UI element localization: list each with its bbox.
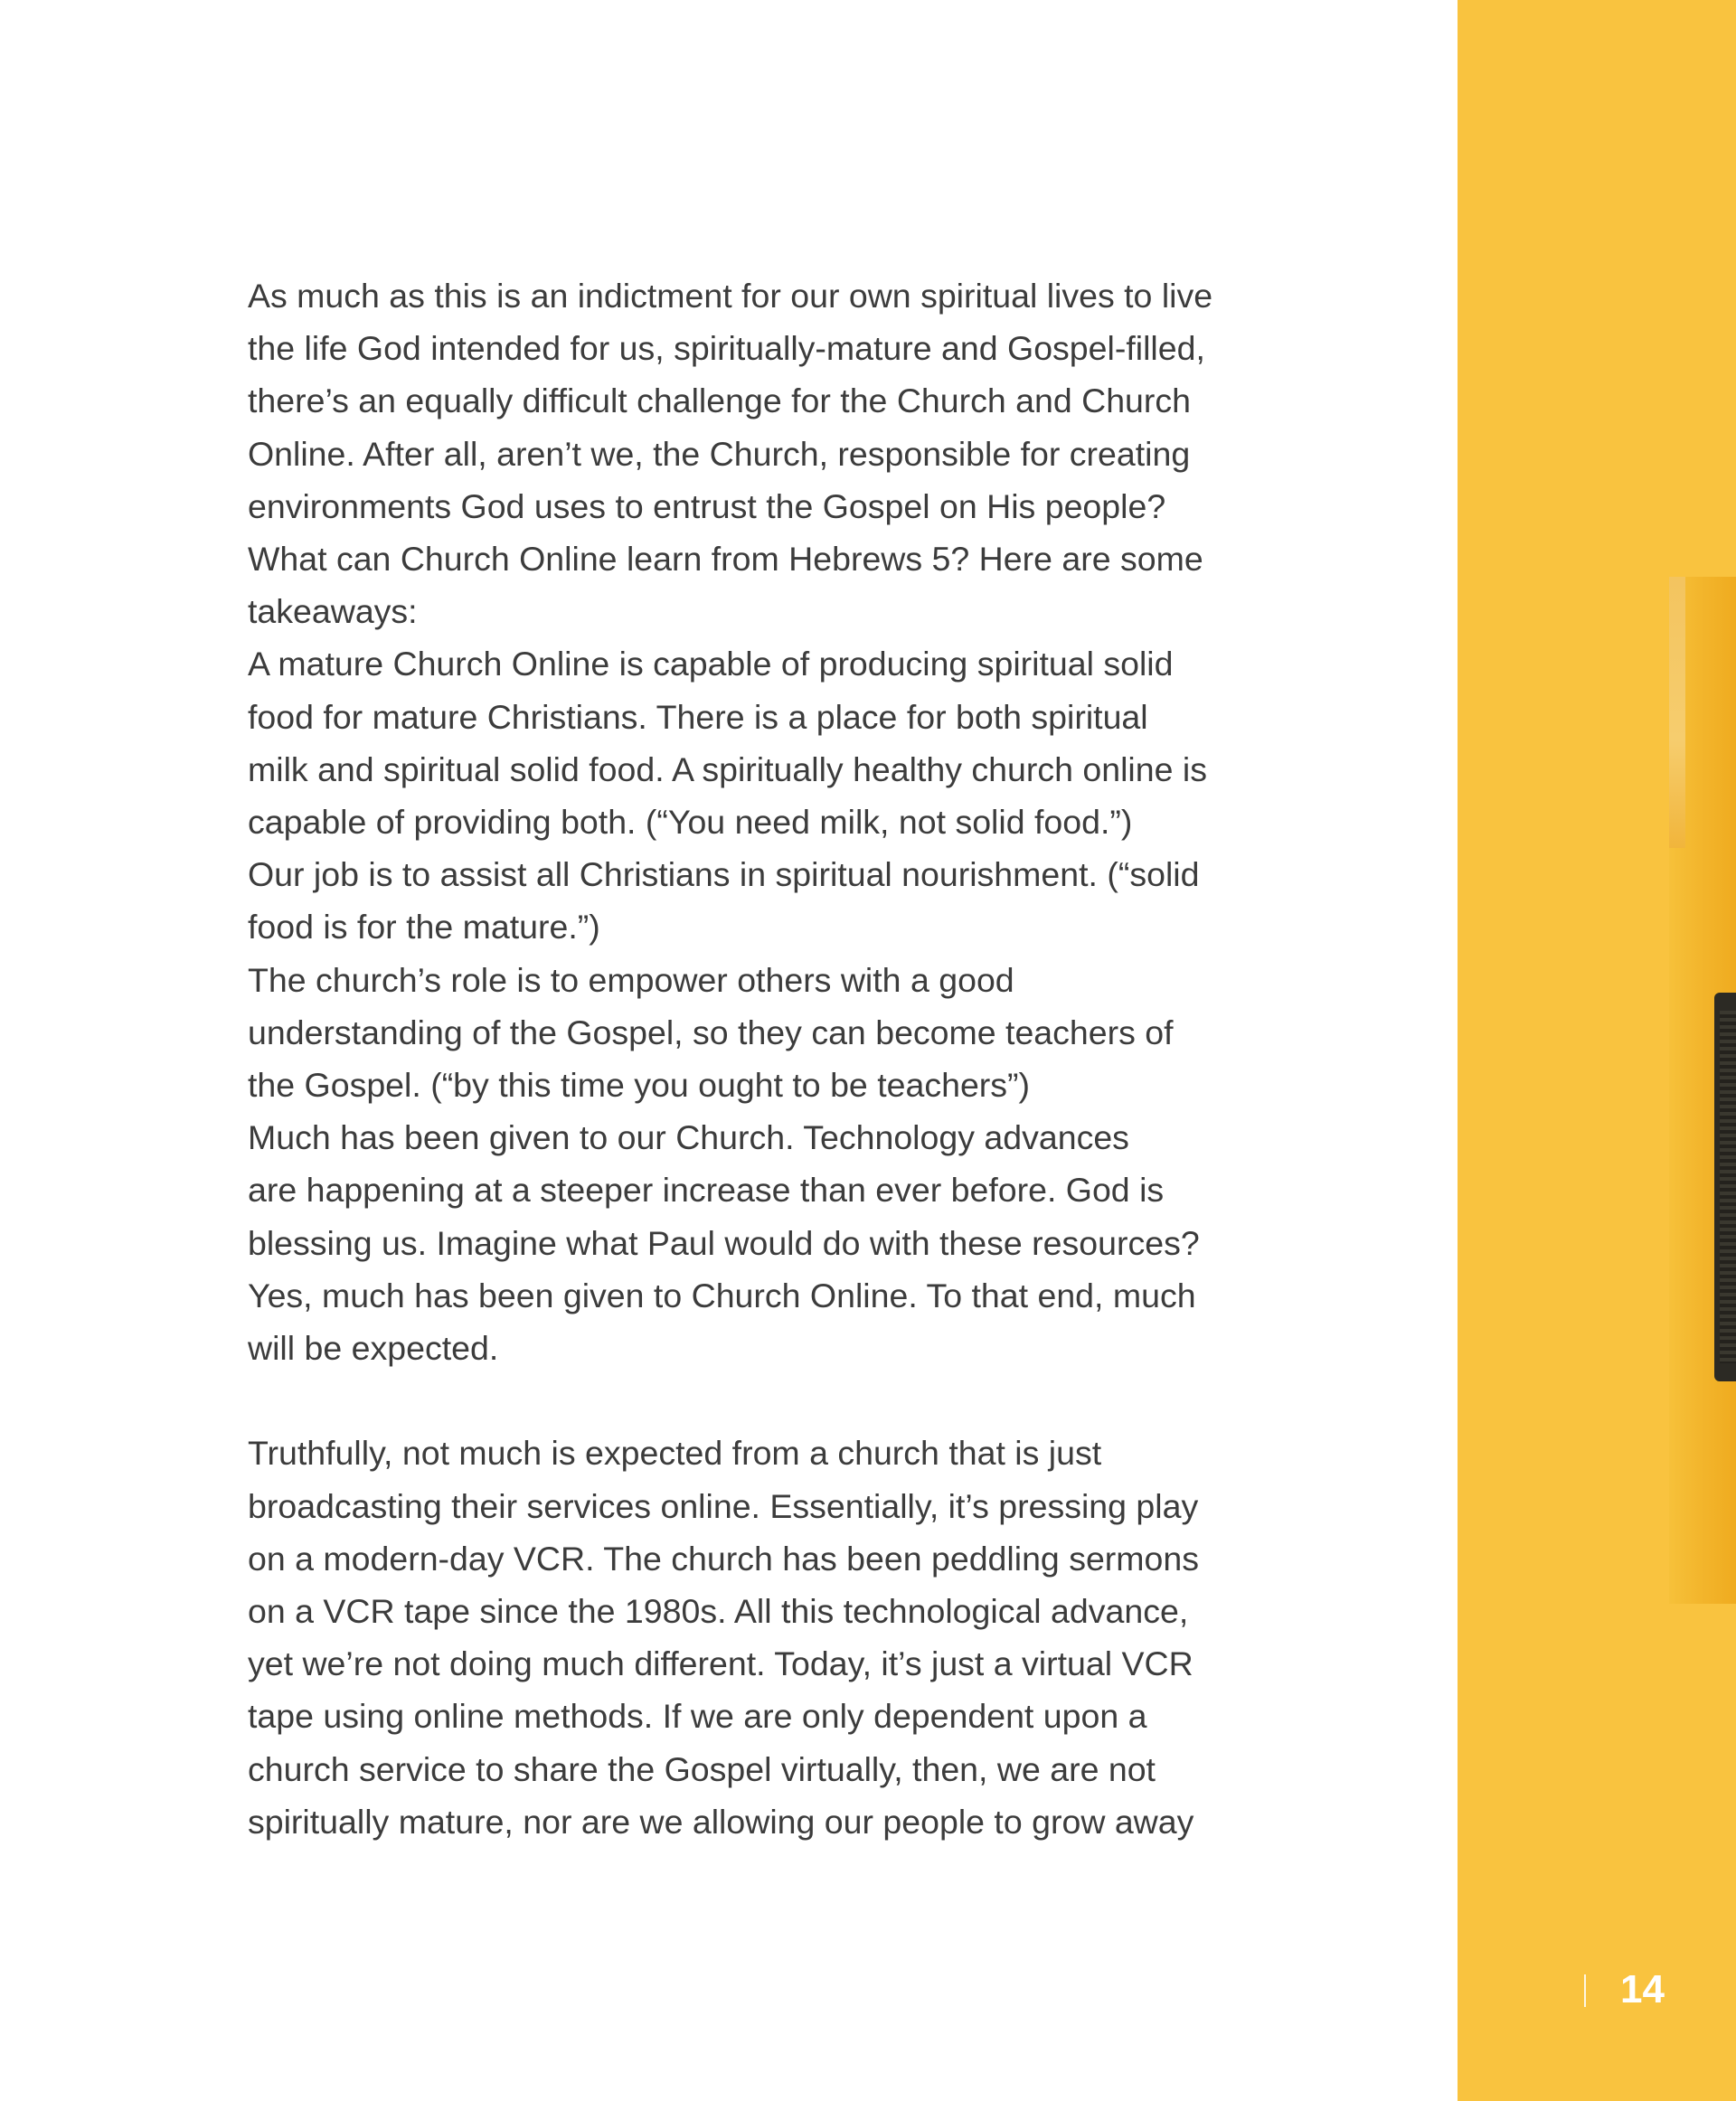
- text-line: A mature Church Online is capable of producing spiritual solid: [248, 645, 1174, 683]
- text-line: broadcasting their services online. Essentially, it’s pressing play: [248, 1486, 1199, 1525]
- paragraph-gap: [248, 1374, 1269, 1427]
- text-line: there’s an equally difficult challenge for the Church and Church: [248, 382, 1192, 420]
- text-line: spiritually mature, nor are we allowing our people to grow away: [248, 1802, 1194, 1841]
- text-line: food for mature Christians. There is a place for both spiritual: [248, 697, 1148, 736]
- text-line: milk and spiritual solid food. A spiritually healthy church online is: [248, 749, 1207, 788]
- text-line: takeaways:: [248, 592, 418, 631]
- text-line: environments God uses to entrust the Gospel on His people?: [248, 486, 1166, 525]
- text-line: on a modern-day VCR. The church has been peddling sermons: [248, 1539, 1199, 1578]
- text-line: yet we’re not doing much different. Today, it’s just a virtual VCR: [248, 1644, 1194, 1683]
- text-line: blessing us. Imagine what Paul would do with these resources?: [248, 1223, 1200, 1262]
- text-line: the life God intended for us, spiritually-mature and Gospel-filled,: [248, 329, 1205, 368]
- text-line: Yes, much has been given to Church Online. To that end, much: [248, 1276, 1196, 1314]
- text-line: understanding of the Gospel, so they can become teachers of: [248, 1013, 1174, 1051]
- text-line: Online. After all, aren’t we, the Church, responsible for creating: [248, 434, 1191, 473]
- text-line: will be expected.: [248, 1329, 499, 1368]
- text-line: Truthfully, not much is expected from a church that is just: [248, 1434, 1102, 1473]
- text-line: tape using online methods. If we are only dependent upon a: [248, 1697, 1147, 1736]
- text-line: The church’s role is to empower others with a good: [248, 960, 1014, 999]
- text-line: church service to share the Gospel virtually, then, we are not: [248, 1749, 1156, 1788]
- photo-highlight: [1669, 577, 1685, 848]
- text-line: are happening at a steeper increase than ever before. God is: [248, 1171, 1165, 1210]
- text-line: on a VCR tape since the 1980s. All this technological advance,: [248, 1592, 1189, 1631]
- text-line: capable of providing both. (“You need milk, not solid food.”): [248, 803, 1133, 842]
- page-number: 14: [1620, 1967, 1665, 2011]
- page-number-divider: [1584, 1974, 1586, 2007]
- sidebar-photo: [1669, 577, 1736, 1604]
- text-line: Much has been given to our Church. Technology advances: [248, 1118, 1129, 1157]
- text-line: Our job is to assist all Christians in spiritual nourishment. (“solid: [248, 855, 1200, 894]
- text-line: the Gospel. (“by this time you ought to be teachers”): [248, 1066, 1031, 1105]
- body-text: [248, 269, 1269, 1848]
- text-line: As much as this is an indictment for our own spiritual lives to live: [248, 277, 1213, 315]
- text-line: food is for the mature.”): [248, 908, 600, 947]
- photo-device: [1714, 993, 1736, 1381]
- text-line: What can Church Online learn from Hebrews 5? Here are some: [248, 540, 1203, 579]
